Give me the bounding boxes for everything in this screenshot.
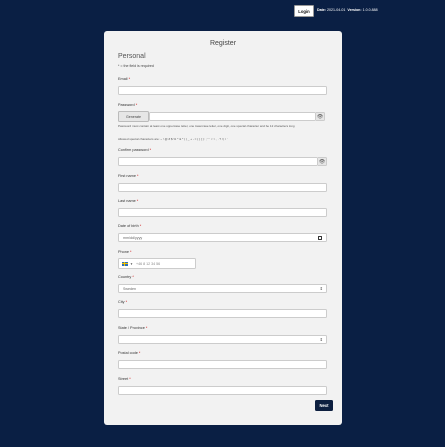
confirm-password-field[interactable] [118, 157, 318, 166]
country-label-text: Country [118, 275, 132, 279]
date-value: 2021-04-01 [327, 8, 346, 12]
email-label [118, 77, 130, 81]
city-field[interactable] [118, 309, 327, 318]
email-label-text: Email [118, 77, 128, 81]
eye-icon[interactable]: 👁 [318, 158, 326, 165]
country-label [118, 275, 134, 279]
state-label-text: State / Province [118, 326, 145, 330]
confirm-password-label [118, 148, 151, 152]
chevron-down-icon: ⇕ [319, 286, 323, 291]
confirm-password-label-text: Confirm password [118, 148, 149, 152]
street-label [118, 377, 131, 381]
postal-code-label-text: Postal code [118, 351, 138, 355]
last-name-label [118, 199, 138, 203]
chevron-down-icon[interactable]: ▼ [130, 261, 133, 266]
top-bar [0, 5, 445, 17]
calendar-icon[interactable] [318, 236, 322, 240]
required-star: * [136, 199, 139, 203]
section-title: Personal [118, 53, 146, 60]
password-field[interactable] [149, 112, 316, 121]
login-button[interactable]: Login [294, 5, 314, 17]
postal-code-label [118, 351, 140, 355]
required-star: * [132, 275, 134, 279]
chevron-down-icon: ⇕ [319, 337, 323, 342]
email-field[interactable] [118, 86, 327, 95]
date-of-birth-field[interactable] [118, 233, 327, 242]
password-help-chars: Allowed special characters are: ~ ! @ # $ % ^ & * ( ) _ + - = { } [ ] : ; " ' < > , . ? / | \ ` [118, 137, 228, 141]
version-value: 1.0.0.888 [362, 8, 378, 12]
page-title: Register [209, 40, 237, 47]
version-label: Version: [347, 8, 362, 12]
state-select[interactable] [118, 335, 327, 344]
version-info [317, 8, 378, 12]
date-label: Date: [317, 8, 326, 12]
required-star: * [145, 326, 148, 330]
password-label-text: Password [118, 103, 135, 107]
state-label [118, 326, 147, 330]
required-star: * [129, 377, 131, 381]
password-help-rules: Password must contain at least one uppercase letter, one lowercase letter, one digit, one special character and be 12 characters long [118, 124, 295, 128]
city-label-text: City [118, 300, 125, 304]
dob-placeholder: mm/dd/yyyy [123, 235, 143, 240]
phone-placeholder: +46 8 12 34 56 [135, 261, 161, 266]
required-star: * [139, 224, 142, 228]
phone-field[interactable] [118, 258, 196, 269]
required-star: * [149, 148, 152, 152]
eye-icon[interactable]: 👁 [316, 113, 324, 120]
next-button[interactable]: Next [315, 400, 333, 411]
register-card [104, 31, 342, 425]
required-star: * [130, 250, 132, 254]
postal-code-field[interactable] [118, 360, 327, 369]
password-label [118, 103, 137, 107]
required-star: * [128, 77, 131, 81]
first-name-field[interactable] [118, 183, 327, 192]
required-star: * [135, 103, 138, 107]
phone-label-text: Phone [118, 250, 129, 254]
street-label-text: Street [118, 377, 129, 381]
country-select[interactable] [118, 284, 327, 293]
dob-label [118, 224, 141, 228]
first-name-label-text: First name [118, 174, 136, 178]
last-name-field[interactable] [118, 208, 327, 217]
city-label [118, 300, 127, 304]
sweden-flag-icon[interactable] [122, 262, 128, 266]
first-name-label [118, 174, 138, 178]
country-selected: Sweden [123, 286, 136, 291]
street-field[interactable] [118, 386, 327, 395]
required-star: * [138, 351, 141, 355]
required-star: * [125, 300, 128, 304]
required-note: * = the field is required [118, 64, 154, 68]
last-name-label-text: Last name [118, 199, 136, 203]
phone-label [118, 250, 132, 254]
generate-password-button[interactable]: Generate [118, 111, 149, 122]
required-star: * [137, 174, 139, 178]
dob-label-text: Date of birth [118, 224, 139, 228]
